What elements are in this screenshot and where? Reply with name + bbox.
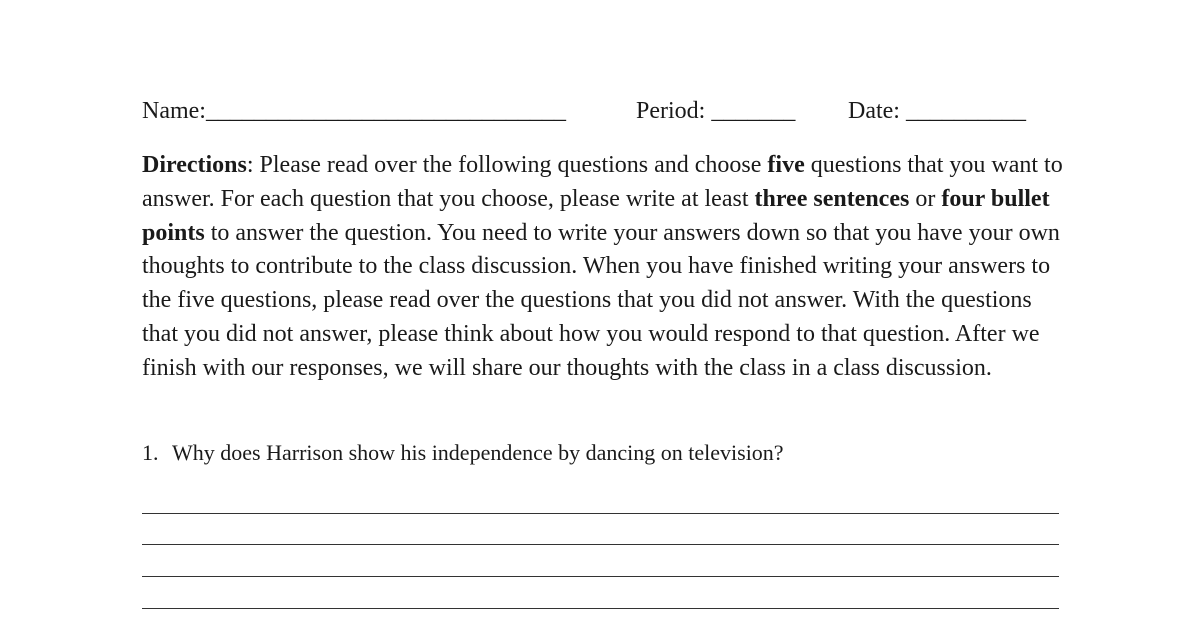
date-field <box>848 96 1026 126</box>
date-label: Date: <box>848 98 900 124</box>
directions-text-4: to answer the question. You need to write your answers down so that you have your own thoughts to contribute to the class discussion. When you have finished writing your answers to the five questions, please read over the questions that you did not answer. With the questions that you did not answer, please think about how you would respond to that question. After we finish with our responses, we will share our thoughts with the class in a class discussion. <box>142 219 1060 381</box>
name-blank: ______________________________ <box>205 98 566 124</box>
directions-bold-four-bullet-points: four bullet points <box>142 185 1050 246</box>
date-blank: __________ <box>905 98 1026 124</box>
directions-bold-three-sentences: three sentences <box>754 185 910 212</box>
name-field <box>142 96 566 126</box>
question-number: 1. <box>142 440 159 465</box>
name-label: Name: <box>142 98 206 124</box>
answer-line <box>142 513 1059 514</box>
directions-paragraph <box>142 149 1072 386</box>
answer-line <box>142 576 1059 577</box>
answer-line <box>142 544 1059 545</box>
directions-text-1: : Please read over the following questions and choose <box>246 152 768 178</box>
period-field <box>636 96 795 126</box>
period-label: Period: <box>636 98 706 124</box>
question-text: Why does Harrison show his independence by dancing on television? <box>172 440 784 465</box>
worksheet-header <box>142 96 1062 130</box>
directions-text-2: questions that you want to answer. For each question that you choose, please write at least <box>142 152 1063 212</box>
period-blank: _______ <box>711 98 796 124</box>
directions-text-3: or <box>909 185 942 212</box>
directions-label: Directions <box>142 152 247 178</box>
answer-line <box>142 608 1059 609</box>
question-1 <box>142 438 1062 468</box>
directions-bold-five: five <box>767 152 805 178</box>
